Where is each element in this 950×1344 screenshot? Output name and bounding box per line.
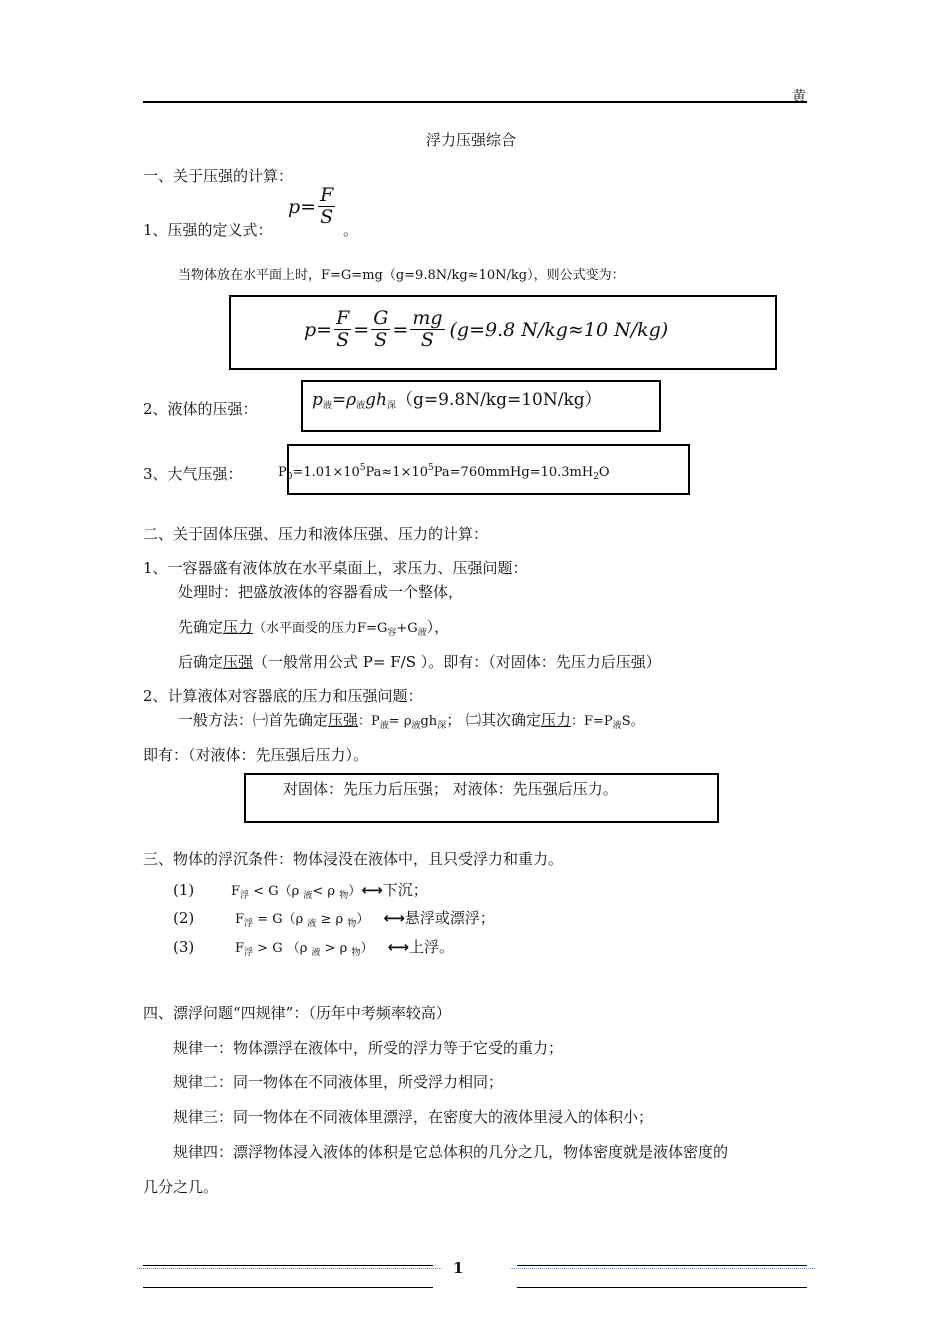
rule-4-continued: 几分之几。 xyxy=(143,1178,219,1196)
footer-dotted-left xyxy=(137,1268,442,1269)
s2-item1-line1: 处理时：把盛放液体的容器看成一个整体， xyxy=(178,583,464,601)
ap-d: Pa=760mmHg=10.3mH xyxy=(433,465,594,480)
row1-s1: 液 xyxy=(303,891,313,901)
m-s4: 液 xyxy=(612,721,622,731)
frac-S-2: S xyxy=(374,328,388,351)
l2d: ）， xyxy=(426,618,450,636)
double-arrow-icon: ⟷ xyxy=(387,938,409,956)
row3-s2: 物 xyxy=(351,948,361,958)
summary-box-text: 对固体：先压力后压强； 对液体：先压强后压力。 xyxy=(283,780,618,798)
header-rule xyxy=(143,101,807,103)
rule-2: 规律二：同一物体在不同液体里，所受浮力相同； xyxy=(173,1073,504,1091)
row3-num: (3) xyxy=(173,938,195,956)
f-eq-1: = xyxy=(316,318,333,341)
section-1-heading: 一、关于压强的计算： xyxy=(143,167,294,185)
footer-line-left-bottom xyxy=(143,1287,433,1288)
row1-rel2: < ρ xyxy=(312,884,340,899)
frac-G: G xyxy=(373,307,389,329)
l2u: 压力 xyxy=(223,618,254,636)
s1-item2-label: 2、液体的压强： xyxy=(143,400,258,418)
lp-sub2: 液 xyxy=(356,401,366,411)
lp-rho: =ρ xyxy=(331,390,357,410)
row1-F: F xyxy=(231,884,241,899)
fraction-den: S xyxy=(320,205,334,228)
horizontal-note: 当物体放在水平面上时，F=G=mg（g=9.8N/kg≈10N/kg），则公式变为： xyxy=(178,268,625,283)
s2-summary: 即有：（对液体：先压强后压力）。 xyxy=(143,746,369,764)
row1-tail: ） xyxy=(348,884,362,899)
ap-sup2: 5 xyxy=(428,463,434,473)
ap-P: P xyxy=(278,465,287,480)
row3-res: 上浮。 xyxy=(409,938,455,956)
double-arrow-icon: ⟷ xyxy=(361,881,383,899)
ap-sub2: 2 xyxy=(593,472,599,482)
frac-mg: mg xyxy=(412,307,443,329)
row1-rel: < G（ρ xyxy=(249,884,304,899)
page-title: 浮力压强综合 xyxy=(426,131,517,149)
row2-rel2: ≥ ρ xyxy=(316,912,348,927)
footer-line-left-top xyxy=(143,1265,433,1266)
row2-rel: = G（ρ xyxy=(253,912,308,927)
m-b: ：P xyxy=(358,714,380,729)
formula-p: p xyxy=(288,195,301,218)
s2-item2: 2、计算液体对容器底的压力和压强问题： xyxy=(143,687,423,705)
m-u1: 压强 xyxy=(328,711,359,729)
ap-b: =1.01×10 xyxy=(292,465,360,480)
m-s2: 液 xyxy=(411,721,421,731)
row2-res: 悬浮或漂浮； xyxy=(404,909,495,927)
l3a: 后确定 xyxy=(178,653,224,671)
m-s1: 液 xyxy=(379,721,389,731)
frac-G-S xyxy=(371,309,390,351)
row3-tail: ） xyxy=(360,941,374,956)
row3-rel: > G （ρ xyxy=(253,941,312,956)
m-c: = ρ xyxy=(388,714,412,729)
m-d: gh xyxy=(420,714,438,729)
m-f: ：F=P xyxy=(571,714,613,729)
section-2-heading: 二、关于固体压强、压力和液体压强、压力的计算： xyxy=(143,525,489,543)
frac-F-S xyxy=(334,309,351,351)
l2b: （水平面受的压力F=G xyxy=(253,621,388,636)
m-g: S。 xyxy=(621,714,644,729)
rule-4: 规律四：漂浮物体浸入液体的体积是它总体积的几分之几，物体密度就是液体密度的 xyxy=(173,1143,729,1161)
footer-dotted-right xyxy=(510,1268,815,1269)
s1-item1-label: 1、压强的定义式： xyxy=(143,221,273,239)
frac-mg-S xyxy=(410,309,444,351)
f-p: p xyxy=(304,318,317,341)
page-number: 1 xyxy=(453,1259,464,1277)
f-eq-3: = xyxy=(392,318,409,341)
frac-S-3: S xyxy=(420,328,434,351)
row2-s1: 液 xyxy=(307,919,317,929)
formula-eq: = xyxy=(300,195,317,218)
s2-item1: 1、一容器盛有液体放在水平桌面上，求压力、压强问题： xyxy=(143,559,528,577)
lp-sub3: 深 xyxy=(387,401,397,411)
m-a: 一般方法：㈠首先确定 xyxy=(178,711,329,729)
formula-condition: (g=9.8 N/kg≈10 N/kg) xyxy=(449,318,669,341)
s1-item3-label: 3、大气压强： xyxy=(143,465,243,483)
row1-s2: 物 xyxy=(339,891,349,901)
row3-s1: 液 xyxy=(311,948,321,958)
lp-sub1: 液 xyxy=(322,401,332,411)
l2s2: 液 xyxy=(417,628,427,638)
row2-Fsub: 浮 xyxy=(244,919,254,929)
footer-line-right-top xyxy=(517,1265,807,1266)
m-e: ； ㈡其次确定 xyxy=(446,711,541,729)
atmospheric-pressure-formula xyxy=(278,463,610,482)
row1-num: (1) xyxy=(173,881,195,899)
header-mark: 黄 xyxy=(792,89,806,105)
frac-F: F xyxy=(336,307,350,329)
ap-e: O xyxy=(598,465,610,480)
liquid-pressure-formula xyxy=(312,385,602,411)
fraction-num: F xyxy=(320,184,334,206)
s1-item1-tail: 。 xyxy=(343,221,359,239)
float-condition-row-1 xyxy=(173,879,428,901)
row2-num: (2) xyxy=(173,909,195,927)
s2-item2-line xyxy=(178,709,644,731)
row1-Fsub: 浮 xyxy=(240,891,250,901)
lp-gh: gh xyxy=(365,390,388,410)
row1-res: 下沉； xyxy=(382,881,428,899)
fraction-F-over-S xyxy=(318,186,335,228)
row2-tail: ） xyxy=(356,912,370,927)
f-eq-2: = xyxy=(353,318,370,341)
l2s1: 容 xyxy=(387,628,397,638)
s2-item1-line2 xyxy=(178,616,449,638)
row2-F: F xyxy=(235,912,245,927)
rule-3: 规律三：同一物体在不同液体里漂浮，在密度大的液体里浸入的体积小； xyxy=(173,1108,654,1126)
section-4-heading: 四、漂浮问题“四规律”：（历年中考频率较高） xyxy=(143,1004,451,1022)
pressure-definition-formula xyxy=(288,186,337,228)
row3-F: F xyxy=(235,941,245,956)
rule-1: 规律一：物体漂浮在液体中，所受的浮力等于它受的重力； xyxy=(173,1039,564,1057)
ap-c: Pa≈1×10 xyxy=(365,465,429,480)
m-s3: 深 xyxy=(437,721,447,731)
ap-sub0: 0 xyxy=(286,472,293,482)
lp-cond: （g=9.8N/kg=10N/kg） xyxy=(396,390,602,410)
l3u: 压强 xyxy=(223,653,254,671)
row2-s2: 物 xyxy=(347,919,357,929)
l2c: +G xyxy=(396,621,418,636)
row3-rel2: > ρ xyxy=(320,941,352,956)
m-u2: 压力 xyxy=(540,711,571,729)
pressure-expanded-formula xyxy=(304,309,668,351)
float-condition-row-3 xyxy=(173,936,454,958)
row3-Fsub: 浮 xyxy=(244,948,254,958)
double-arrow-icon: ⟷ xyxy=(383,909,405,927)
s2-item1-line3 xyxy=(178,651,661,672)
lp-p: p xyxy=(312,390,323,410)
ap-sup1: 5 xyxy=(359,463,366,473)
footer-line-right-bottom xyxy=(517,1287,807,1288)
l3b: （一般常用公式 P= F/S ）。即有：（对固体：先压力后压强） xyxy=(253,653,661,671)
section-3-heading: 三、物体的浮沉条件：物体浸没在液体中，且只受浮力和重力。 xyxy=(143,850,564,868)
frac-S-1: S xyxy=(336,328,350,351)
float-condition-row-2 xyxy=(173,907,495,929)
l2a: 先确定 xyxy=(178,618,224,636)
